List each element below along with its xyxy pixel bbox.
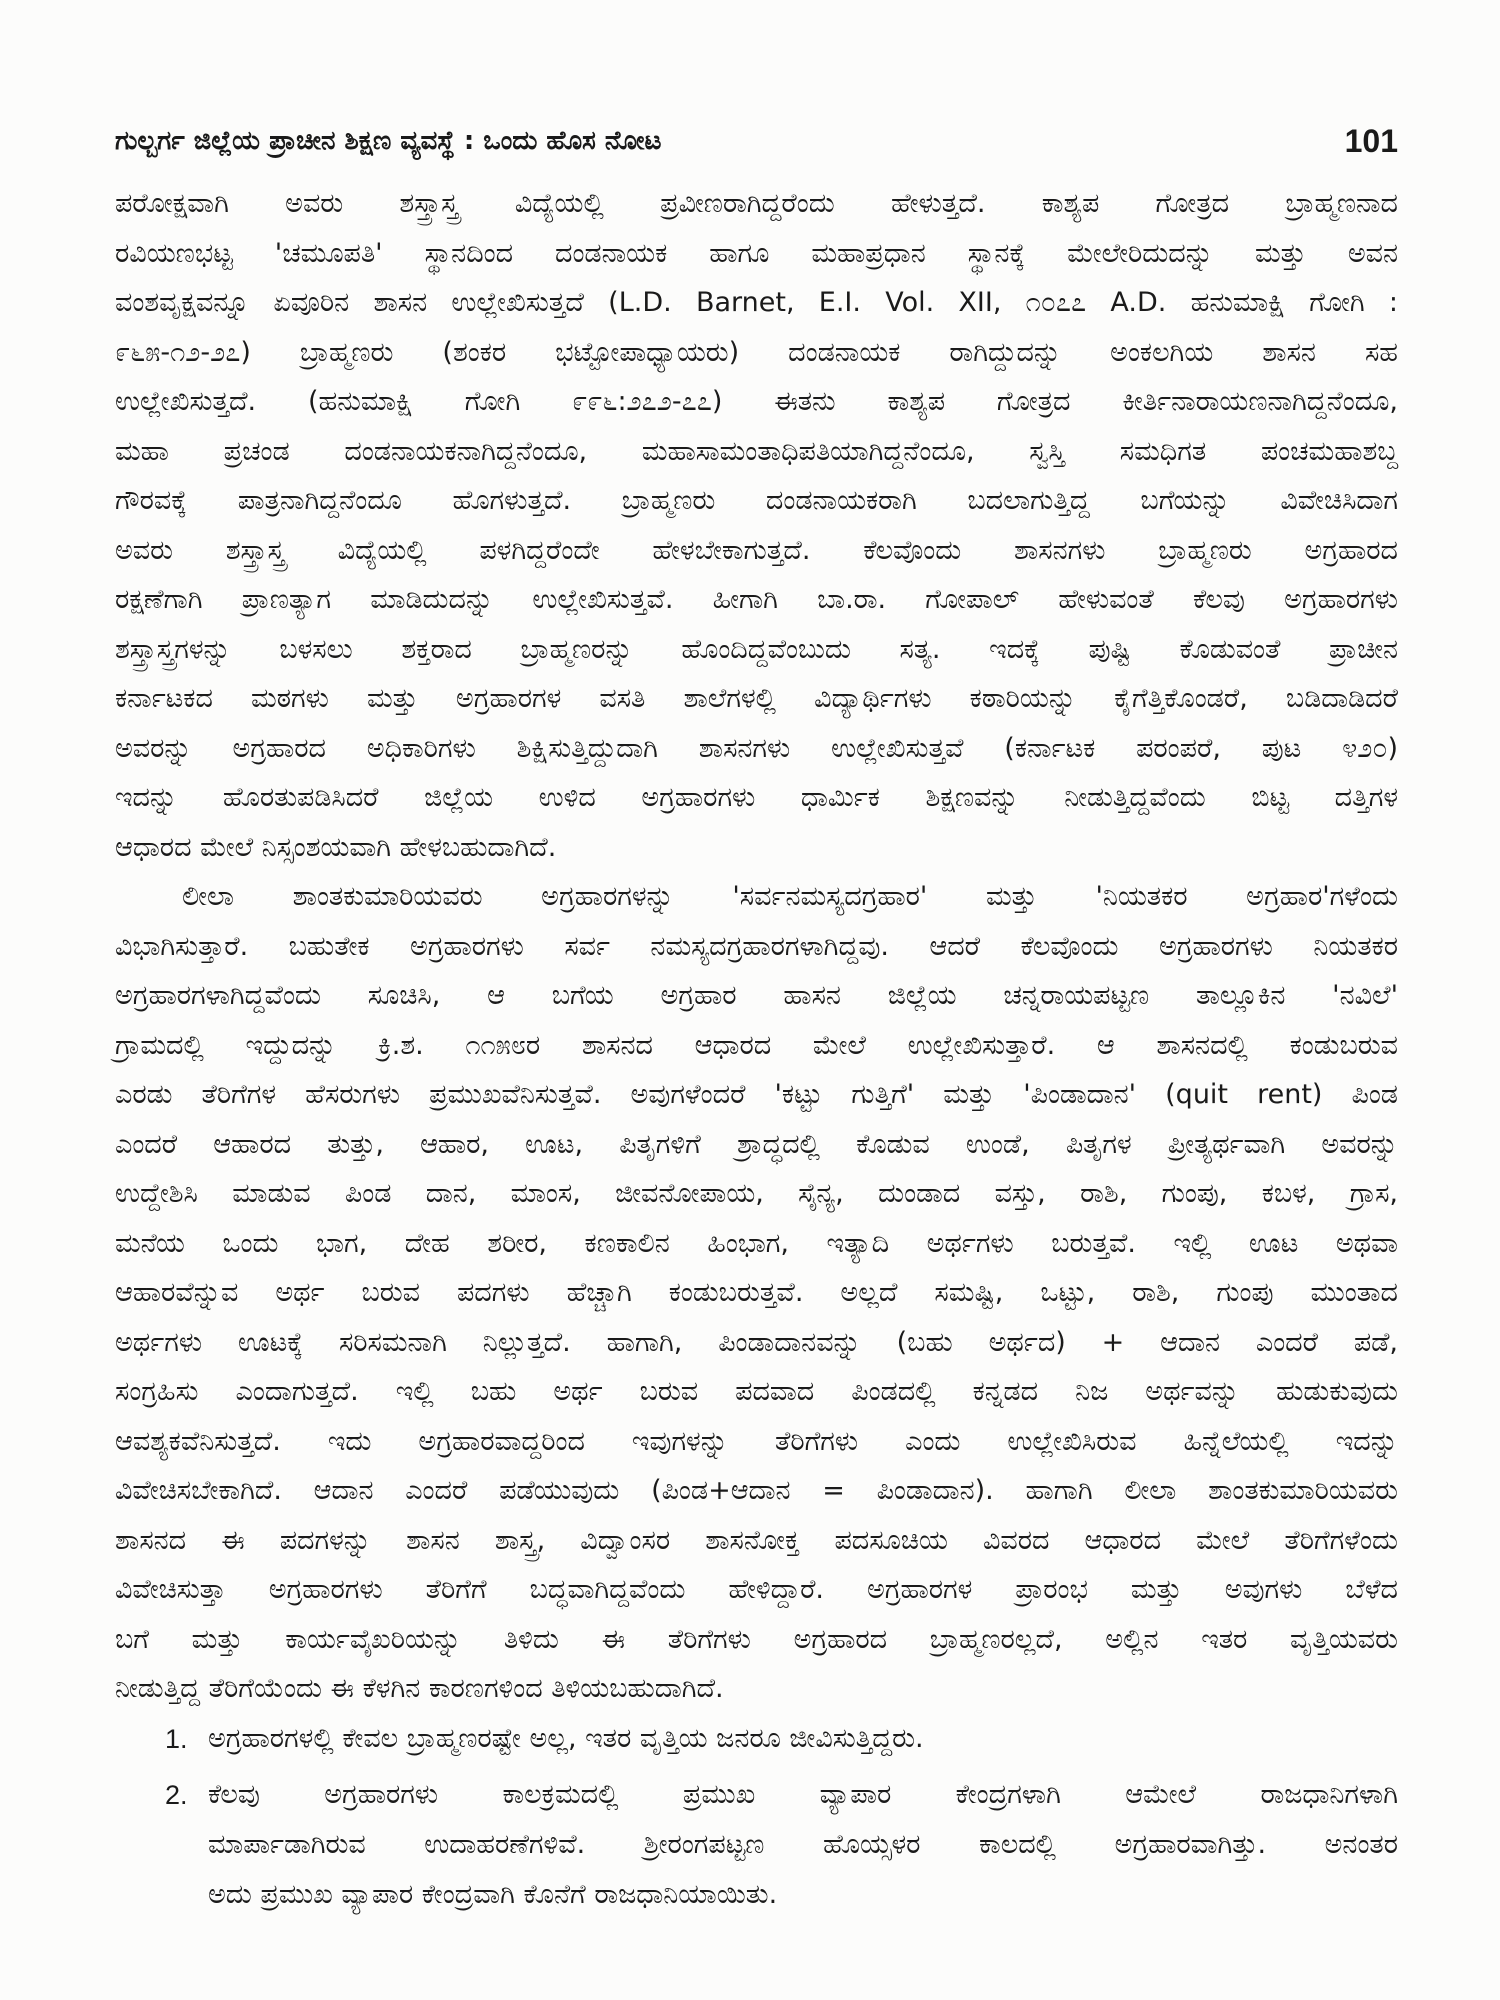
list-number: 2. [165,1780,188,1810]
text-line: ಪರೋಕ್ಷವಾಗಿ ಅವರು ಶಸ್ತ್ರಾಸ್ತ್ರ ವಿದ್ಯೆಯಲ್ಲಿ ಪ್ರವೀಣರಾಗಿದ್ದರೆಂದು ಹೇಳುತ್ತದೆ. ಕಾಶ್ಯಪ ಗೋತ್ರದ ಬ್ರಾಹ್ಮಣನಾದ [115,188,1398,219]
text-line: ವಿವೇಚಿಸುತ್ತಾ ಅಗ್ರಹಾರಗಳು ತೆರಿಗೆಗೆ ಬದ್ಧವಾಗಿದ್ದವೆಂದು ಹೇಳಿದ್ದಾರೆ. ಅಗ್ರಹಾರಗಳ ಪ್ರಾರಂಭ ಮತ್ತು ಅವುಗಳು ಬೆಳೆದ [115,1574,1398,1605]
text-line: ಅವರನ್ನು ಅಗ್ರಹಾರದ ಅಧಿಕಾರಿಗಳು ಶಿಕ್ಷಿಸುತ್ತಿದ್ದುದಾಗಿ ಶಾಸನಗಳು ಉಲ್ಲೇಖಿಸುತ್ತವೆ (ಕರ್ನಾಟಕ ಪರಂಪರೆ, ಪುಟ ೪೨೦) [115,732,1398,764]
text-line: ಆಧಾರದ ಮೇಲೆ ನಿಸ್ಸಂಶಯವಾಗಿ ಹೇಳಬಹುದಾಗಿದೆ. [115,831,557,863]
text-line: ಮಾರ್ಪಾಡಾಗಿರುವ ಉದಾಹರಣೆಗಳಿವೆ. ಶ್ರೀರಂಗಪಟ್ಟಣ ಹೊಯ್ಸಳರ ಕಾಲದಲ್ಲಿ ಅಗ್ರಹಾರವಾಗಿತ್ತು. ಅನಂತರ [208,1829,1398,1860]
page-number: 101 [1344,123,1398,159]
text-line: ರಕ್ಷಣೆಗಾಗಿ ಪ್ರಾಣತ್ಯಾಗ ಮಾಡಿದುದನ್ನು ಉಲ್ಲೇಖಿಸುತ್ತವೆ. ಹೀಗಾಗಿ ಬಾ.ರಾ. ಗೋಪಾಲ್ ಹೇಳುವಂತೆ ಕೆಲವು ಅಗ್ರಹಾರಗಳು [115,584,1398,615]
text-line: ಸಂಗ್ರಹಿಸು ಎಂದಾಗುತ್ತದೆ. ಇಲ್ಲಿ ಬಹು ಅರ್ಥ ಬರುವ ಪದವಾದ ಪಿಂಡದಲ್ಲಿ ಕನ್ನಡದ ನಿಜ ಅರ್ಥವನ್ನು ಹುಡುಕುವುದು [115,1376,1398,1407]
text-line: ಅಗ್ರಹಾರಗಳಲ್ಲಿ ಕೇವಲ ಬ್ರಾಹ್ಮಣರಷ್ಟೇ ಅಲ್ಲ, ಇತರ ವೃತ್ತಿಯ ಜನರೂ ಜೀವಿಸುತ್ತಿದ್ದರು. [208,1723,924,1754]
text-line: ಬಗೆ ಮತ್ತು ಕಾರ್ಯವೈಖರಿಯನ್ನು ತಿಳಿದು ಈ ತೆರಿಗೆಗಳು ಅಗ್ರಹಾರದ ಬ್ರಾಹ್ಮಣರಲ್ಲದೆ, ಅಲ್ಲಿನ ಇತರ ವೃತ್ತಿಯವರು [115,1623,1398,1655]
text-line: ನೀಡುತ್ತಿದ್ದ ತೆರಿಗೆಯೆಂದು ಈ ಕೆಳಗಿನ ಕಾರಣಗಳಿಂದ ತಿಳಿಯಬಹುದಾಗಿದೆ. [115,1673,724,1704]
text-line: ಉದ್ದೇಶಿಸಿ ಮಾಡುವ ಪಿಂಡ ದಾನ, ಮಾಂಸ, ಜೀವನೋಪಾಯ, ಸೈನ್ಯ, ದುಂಡಾದ ವಸ್ತು, ರಾಶಿ, ಗುಂಪು, ಕಬಳ, ಗ್ರಾಸ, [115,1178,1398,1209]
text-line: ಉಲ್ಲೇಖಿಸುತ್ತದೆ. (ಹನುಮಾಕ್ಷಿ ಗೋಗಿ ೯೯೬:೨೭೨-೭೭) ಈತನು ಕಾಶ್ಯಪ ಗೋತ್ರದ ಕೀರ್ತಿನಾರಾಯಣನಾಗಿದ್ದನೆಂದೂ, [115,386,1398,417]
text-line: ವಂಶವೃಕ್ಷವನ್ನೂ ಏವೂರಿನ ಶಾಸನ ಉಲ್ಲೇಖಿಸುತ್ತದೆ (L.D. Barnet, E.I. Vol. XII, ೧೦೭೭ A.D. ಹನುಮಾಕ್ಷಿ ಗೋಗಿ : [115,287,1398,318]
text-line: ಮನೆಯ ಒಂದು ಭಾಗ, ದೇಹ ಶರೀರ, ಕಣಕಾಲಿನ ಹಿಂಭಾಗ, ಇತ್ಯಾದಿ ಅರ್ಥಗಳು ಬರುತ್ತವೆ. ಇಲ್ಲಿ ಊಟ ಅಥವಾ [115,1227,1398,1259]
text-line: ಅರ್ಥಗಳು ಊಟಕ್ಕೆ ಸರಿಸಮನಾಗಿ ನಿಲ್ಲುತ್ತದೆ. ಹಾಗಾಗಿ, ಪಿಂಡಾದಾನವನ್ನು (ಬಹು ಅರ್ಥದ) + ಆದಾನ ಎಂದರೆ ಪಡೆ, [115,1326,1398,1358]
text-line: ಎಂದರೆ ಆಹಾರದ ತುತ್ತು, ಆಹಾರ, ಊಟ, ಪಿತೃಗಳಿಗೆ ಶ್ರಾದ್ಧದಲ್ಲಿ ಕೊಡುವ ಉಂಡೆ, ಪಿತೃಗಳ ಪ್ರೀತ್ಯರ್ಥವಾಗಿ ಅವರನ್ನು [115,1128,1398,1160]
text-line: ವಿಭಾಗಿಸುತ್ತಾರೆ. ಬಹುತೇಕ ಅಗ್ರಹಾರಗಳು ಸರ್ವ ನಮಸ್ಯದಗ್ರಹಾರಗಳಾಗಿದ್ದವು. ಆದರೆ ಕೆಲವೊಂದು ಅಗ್ರಹಾರಗಳು ನಿಯತಕರ [115,930,1398,962]
list-item [115,1714,1398,1764]
text-line: ಲೀಲಾ ಶಾಂತಕುಮಾರಿಯವರು ಅಗ್ರಹಾರಗಳನ್ನು 'ಸರ್ವನಮಸ್ಯದಗ್ರಹಾರ' ಮತ್ತು 'ನಿಯತಕರ ಅಗ್ರಹಾರ'ಗಳೆಂದು [182,881,1398,912]
text-line: ವಿವೇಚಿಸಬೇಕಾಗಿದೆ. ಆದಾನ ಎಂದರೆ ಪಡೆಯುವುದು (ಪಿಂಡ+ಆದಾನ = ಪಿಂಡಾದಾನ). ಹಾಗಾಗಿ ಲೀಲಾ ಶಾಂತಕುಮಾರಿಯವರು [115,1475,1398,1506]
list-item [115,1770,1398,1920]
list-item-text [208,1770,1398,1920]
text-line: ಎರಡು ತೆರಿಗೆಗಳ ಹೆಸರುಗಳು ಪ್ರಮುಖವೆನಿಸುತ್ತವೆ. ಅವುಗಳೆಂದರೆ 'ಕಟ್ಟು ಗುತ್ತಿಗೆ' ಮತ್ತು 'ಪಿಂಡಾದಾನ' (quit rent) ಪಿಂಡ [115,1079,1398,1110]
list-item-text [208,1714,1398,1764]
paragraph [115,179,1398,872]
text-line: ಅದು ಪ್ರಮುಖ ವ್ಯಾಪಾರ ಕೇಂದ್ರವಾಗಿ ಕೊನೆಗೆ ರಾಜಧಾನಿಯಾಯಿತು. [208,1879,778,1910]
body-text [115,179,1398,1714]
text-line: ಗೌರವಕ್ಕೆ ಪಾತ್ರನಾಗಿದ್ದನೆಂದೂ ಹೊಗಳುತ್ತದೆ. ಬ್ರಾಹ್ಮಣರು ದಂಡನಾಯಕರಾಗಿ ಬದಲಾಗುತ್ತಿದ್ದ ಬಗೆಯನ್ನು ವಿವೇಚಿಸಿದಾಗ [115,485,1398,516]
list-number: 1. [165,1724,188,1754]
text-line: ಗ್ರಾಮದಲ್ಲಿ ಇದ್ದುದನ್ನು ಕ್ರಿ.ಶ. ೧೧೫೮ರ ಶಾಸನದ ಆಧಾರದ ಮೇಲೆ ಉಲ್ಲೇಖಿಸುತ್ತಾರೆ. ಆ ಶಾಸನದಲ್ಲಿ ಕಂಡುಬರುವ [115,1029,1398,1061]
text-line: ಇದನ್ನು ಹೊರತುಪಡಿಸಿದರೆ ಜಿಲ್ಲೆಯ ಉಳಿದ ಅಗ್ರಹಾರಗಳು ಧಾರ್ಮಿಕ ಶಿಕ್ಷಣವನ್ನು ನೀಡುತ್ತಿದ್ದವೆಂದು ಬಿಟ್ಟ ದತ್ತಿಗಳ [115,782,1398,813]
text-line: ಅವರು ಶಸ್ತ್ರಾಸ್ತ್ರ ವಿದ್ಯೆಯಲ್ಲಿ ಪಳಗಿದ್ದರೆಂದೇ ಹೇಳಬೇಕಾಗುತ್ತದೆ. ಕೆಲವೊಂದು ಶಾಸನಗಳು ಬ್ರಾಹ್ಮಣರು ಅಗ್ರಹಾರದ [115,534,1398,566]
text-line: ಅಗ್ರಹಾರಗಳಾಗಿದ್ದವೆಂದು ಸೂಚಿಸಿ, ಆ ಬಗೆಯ ಅಗ್ರಹಾರ ಹಾಸನ ಜಿಲ್ಲೆಯ ಚನ್ನರಾಯಪಟ್ಟಣ ತಾಲ್ಲೂಕಿನ 'ನವಿಲೆ' [115,980,1398,1011]
paragraph [115,872,1398,1714]
text-line: ೯೬೫-೧೨-೨೭) ಬ್ರಾಹ್ಮಣರು (ಶಂಕರ ಭಟ್ಟೋಪಾಧ್ಯಾಯರು) ದಂಡನಾಯಕ ರಾಗಿದ್ದುದನ್ನು ಅಂಕಲಗಿಯ ಶಾಸನ ಸಹ [115,336,1398,368]
text-line: ರವಿಯಣಭಟ್ಟ 'ಚಮೂಪತಿ' ಸ್ಥಾನದಿಂದ ದಂಡನಾಯಕ ಹಾಗೂ ಮಹಾಪ್ರಧಾನ ಸ್ಥಾನಕ್ಕೆ ಮೇಲೇರಿದುದನ್ನು ಮತ್ತು ಅವನ [115,237,1398,269]
text-line: ಕರ್ನಾಟಕದ ಮಠಗಳು ಮತ್ತು ಅಗ್ರಹಾರಗಳ ವಸತಿ ಶಾಲೆಗಳಲ್ಲಿ ವಿದ್ಯಾರ್ಥಿಗಳು ಕಠಾರಿಯನ್ನು ಕೈಗೆತ್ತಿಕೊಂಡರೆ, ಬಡಿದಾಡಿದರೆ [115,683,1398,714]
text-line: ಕೆಲವು ಅಗ್ರಹಾರಗಳು ಕಾಲಕ್ರಮದಲ್ಲಿ ಪ್ರಮುಖ ವ್ಯಾಪಾರ ಕೇಂದ್ರಗಳಾಗಿ ಆಮೇಲೆ ರಾಜಧಾನಿಗಳಾಗಿ [208,1779,1398,1810]
text-line: ಆವಶ್ಯಕವೆನಿಸುತ್ತದೆ. ಇದು ಅಗ್ರಹಾರವಾದ್ದರಿಂದ ಇವುಗಳನ್ನು ತೆರಿಗೆಗಳು ಎಂದು ಉಲ್ಲೇಖಿಸಿರುವ ಹಿನ್ನೆಲೆಯಲ್ಲಿ ಇದನ್ನು [115,1425,1398,1457]
text-line: ಆಹಾರವೆನ್ನುವ ಅರ್ಥ ಬರುವ ಪದಗಳು ಹೆಚ್ಚಾಗಿ ಕಂಡುಬರುತ್ತವೆ. ಅಲ್ಲದೆ ಸಮಷ್ಟಿ, ಒಟ್ಟು, ರಾಶಿ, ಗುಂಪು ಮುಂತಾದ [115,1277,1398,1308]
running-header: ಗುಲ್ಬರ್ಗ ಜಿಲ್ಲೆಯ ಪ್ರಾಚೀನ ಶಿಕ್ಷಣ ವ್ಯವಸ್ಥೆ : ಒಂದು ಹೊಸ ನೋಟ [115,126,662,156]
text-line: ಶಸ್ತ್ರಾಸ್ತ್ರಗಳನ್ನು ಬಳಸಲು ಶಕ್ತರಾದ ಬ್ರಾಹ್ಮಣರನ್ನು ಹೊಂದಿದ್ದವೆಂಬುದು ಸತ್ಯ. ಇದಕ್ಕೆ ಪುಷ್ಟಿ ಕೊಡುವಂತೆ ಪ್ರಾಚೀನ [115,633,1398,665]
text-line: ಶಾಸನದ ಈ ಪದಗಳನ್ನು ಶಾಸನ ಶಾಸ್ತ್ರ, ವಿದ್ವಾಂಸರ ಶಾಸನೋಕ್ತ ಪದಸೂಚಿಯ ವಿವರದ ಆಧಾರದ ಮೇಲೆ ತೆರಿಗೆಗಳೆಂದು [115,1524,1398,1556]
text-line: ಮಹಾ ಪ್ರಚಂಡ ದಂಡನಾಯಕನಾಗಿದ್ದನೆಂದೂ, ಮಹಾಸಾಮಂತಾಧಿಪತಿಯಾಗಿದ್ದನೆಂದೂ, ಸ್ವಸ್ತಿ ಸಮಧಿಗತ ಪಂಚಮಹಾಶಬ್ದ [115,435,1398,467]
